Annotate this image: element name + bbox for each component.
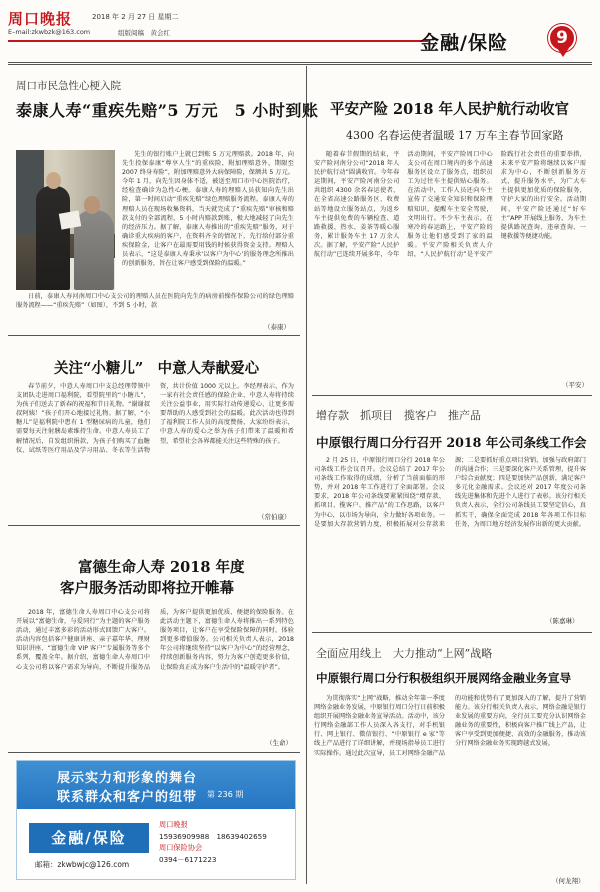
article-headline: 平安产险 2018 年人民护航行动收官	[330, 101, 569, 118]
contact-label-2: 周口保险协会	[159, 843, 203, 852]
article-body: 先生的银行账户上就已到账 5 万元理赔款。2018 年，向先生投保泰康“尊享人生”的重疾险，附加理赔意外，期限至 2007 终身寿险”，附加理赔意外大病保障险，保额共 5 万元。今年 1 月，向先生因身体不适，被送至周口市中心医院治疗，经检查确诊为急性心梗。泰康人寿的理赔人员获知向先生出险，第一时间启动“重疾先赔”绿色理赔服务流程。泰康人寿的理赔人员在现场收集资料，当天就完成了“重疾先赔”审核和赔款支付的全部流程，5 小时内赔款到账，极大地减轻了向先生的经济压力。据了解，泰康人寿推出的“重疾先赔”服务，对于确诊重大疾病的客户，在资料齐全的情况下，先行给付部分重疾保险金，让客户在最需要用钱的时候获得资金支持。理赔人员表示，“这是泰康人寿秉承‘以客户为中心’的服务理念所推出的创新服务，旨在让客户感受到保险的温暖。”	[122, 151, 294, 268]
article-headline: 中原银行周口分行积极组织开展网络金融业务宣导	[316, 671, 572, 685]
promo-issue: 第 236 期	[207, 790, 244, 799]
contact-phones-1: 15936909988 18639402659	[159, 831, 267, 841]
article-kicker: 周口市民急性心梗入院	[16, 80, 121, 92]
masthead	[0, 0, 600, 70]
top-double-rule	[8, 62, 592, 65]
issue-date: 2018 年 2 月 27 日 星期二	[92, 13, 179, 21]
article-kicker: 增存款 抓项目 揽客户 推产品	[316, 409, 481, 422]
section-logo: 金融/保险	[29, 823, 149, 853]
article-body: 2 月 25 日，中原银行周口分行 2018 年公司条线工作会议召开。会议总结了 2017 年公司条线工作取得的成绩，分析了当前面临的形势，并对 2018 年工作进行了全面部署。会议要求，2018 年公司条线要紧紧围绕“增存款、抓项目、揽客户、推产品”的工作思路，以客户为中心，以市场为导向，全力做好各项业务。一是要加大存款营销力度，积极拓展对公存款来源；二是要抓好重点项目营销，加强与政府部门的沟通合作；三是要深化客户关系管理，提升客户综合贡献度；四是要加快产品创新，满足客户多元化金融需求。会议还对 2017 年度公司条线先进集体和先进个人进行了表彰。该分行相关负责人表示，全行公司条线员工要坚定信心，真抓实干，确保全面完成 2018 年各项工作目标任务，为周口地方经济发展作出新的更大贡献。	[314, 457, 586, 528]
editor-email: E–mail:zkwbzk@163.com	[8, 28, 91, 36]
page-number-marker	[548, 24, 578, 58]
promo-email: 邮箱：zkwbwjc@126.com	[35, 860, 130, 869]
article-body: 春节前夕，中意人寿周口中支总经理带领中支团队走进周口福利院，看望院里的“小糖儿”，为孩子们送去了新春的祝福和节日礼物。“谢谢叔叔阿姨！”孩子们开心地接过礼物。据了解，“小糖儿”是福利院中患有 1 型糖尿病的儿童，他们需要每天注射胰岛素维持生命。中意人寿员工了解情况后，自发组织捐款，为孩子们购买了血糖仪、试纸等医疗用品及学习用品、冬衣等生活物资，共计价值 1000 元以上。李经理表示，作为一家有社会责任感的保险企业，中意人寿将持续关注公益事业，用实际行动传递爱心，让更多需要帮助的人感受到社会的温暖。此次活动也得到了福利院工作人员的高度赞扬，大家纷纷表示，中意人寿的爱心之举为孩子们带来了温暖和希望，希望社会各界都能关注这些特殊的孩子。	[16, 383, 294, 454]
right-divider-1	[312, 395, 592, 396]
left-divider-2	[8, 525, 300, 526]
article-headline-line-1: 富德生命人寿 2018 年度	[78, 559, 245, 576]
section-title: 金融/保险	[420, 32, 508, 54]
article-headline-line-2: 客户服务活动即将拉开帷幕	[60, 580, 234, 597]
article-headline: 泰康人寿“重疾先赔”5 万元 5 小时到账	[16, 101, 319, 120]
article-byline: （陈嘉琳）	[546, 617, 579, 625]
promo-slogan-2: 联系群众和客户的纽带	[57, 790, 198, 805]
photo-caption: 日前，泰康人寿河南周口中心支公司的理赔人员在医院向先生的病房前操作保险公司的绿色理赔服务流程——“重疾先赔”（如图），不到 5 小时，款	[16, 293, 294, 310]
contact-phones-2: 0394－6171223	[159, 854, 217, 864]
location-pin-icon	[557, 48, 569, 57]
article-subhead: 4300 名春运使者温暖 17 万车主春节回家路	[346, 129, 564, 142]
article-headline: 中原银行周口分行召开 2018 年公司条线工作会	[316, 435, 587, 450]
article-byline: （泰康）	[264, 323, 290, 331]
article-byline: （何龙翔）	[552, 877, 585, 885]
article-byline: （常伯康）	[258, 513, 291, 521]
header-rule	[8, 40, 428, 42]
right-divider-2	[312, 632, 592, 633]
article-body: 为贯彻落实“上网”战略，推动全年第一季度网络金融业务发展，中原银行周口分行日前积极组织开展网络金融业务宣导活动。活动中，该分行网络金融部工作人员深入各支行，对手机银行、网上银行、微信银行、“中原银行 e 家”等线上产品进行了详细讲解，并现场指导员工进行实际操作。通过此次宣导，员工对网络金融产品的功能和优势有了更加深入的了解，提升了营销能力。该分行相关负责人表示，网络金融是银行业发展的重要方向，全行员工要充分认识网络金融业务的重要性，积极向客户推广线上产品，让客户享受到更加便捷、高效的金融服务，推动该分行网络金融业务实现跨越式发展。	[314, 695, 586, 757]
page-number: 9	[548, 24, 576, 52]
newspaper-logo: 周口晚报	[8, 10, 73, 28]
column-divider	[306, 66, 307, 884]
left-divider-1	[8, 335, 300, 336]
article-photo	[16, 150, 115, 290]
section-promo-box	[16, 760, 296, 880]
left-divider-3	[8, 752, 300, 753]
promo-slogan-1: 展示实力和形象的舞台	[57, 771, 198, 786]
article-kicker: 全面应用线上 大力推动“上网”战略	[316, 647, 493, 660]
promo-banner	[17, 761, 295, 809]
article-byline: （平安）	[562, 381, 588, 389]
contact-label-1: 周口晚报	[159, 820, 188, 829]
page-editor: 组版阅稿 黄会红	[118, 29, 170, 37]
article-headline: 关注“小糖儿” 中意人寿献爱心	[54, 360, 260, 377]
article-byline: （生命）	[266, 739, 292, 747]
article-body: 2018 年，富德生命人寿周口中心支公司将开展以“富德生命，与爱同行”为主题的客户服务活动，通过丰富多彩的活动形式回馈广大客户。活动内容包括客户健康讲座、亲子嘉年华、理财知识讲座、“富德生命 VIP 客户”专属服务等多个系列，覆盖全年。据介绍，富德生命人寿周口中心支公司将以客户需求为导向，不断提升服务品质，为客户提供更加优质、便捷的保险服务。在此活动主题下，富德生命人寿将推出一系列特色服务项目，让客户在享受保险保障的同时，体验到更多增值服务。公司相关负责人表示，2018 年公司将继续坚持“以客户为中心”的经营理念，持续创新服务内容，努力为客户创造更多价值，让保险真正成为客户生活中的“温暖守护者”。	[16, 609, 294, 671]
promo-contacts	[159, 819, 267, 865]
article-body: 随着春节假期的结束，平安产险河南分公司“2018 年人民护航行动”圆满收官。今年春运期间，平安产险河南分公司共组织 4300 余名春运使者，在全省高速公路服务区、收费站等地设立服务站点，为返乡车主提供免费的车辆检查、道路救援、热水、姜茶等暖心服务，累计服务车主 17 万余人次。据了解，平安产险“人民护航行动”已连续开展多年，今年活动期间，平安产险周口中心支公司在周口境内的多个高速服务区设立了服务点，组织员工为过往车主提供贴心服务。在活动中，工作人员还向车主宣传了交通安全知识和保险理赔知识，提醒车主安全驾驶，文明出行。不少车主表示，在寒冷的春运路上，平安产险的服务让他们感受到了家的温暖。平安产险相关负责人介绍，“人民护航行动”是平安产险践行社会责任的重要举措，未来平安产险将继续以客户需求为中心，不断创新服务方式，提升服务水平，为广大车主提供更加优质的保险服务，守护大家的出行安全。活动期间，平安产险还通过“好车主”APP 开展线上服务，为车主提供路况查询、违章查询、一键救援等便捷功能。	[314, 151, 586, 259]
